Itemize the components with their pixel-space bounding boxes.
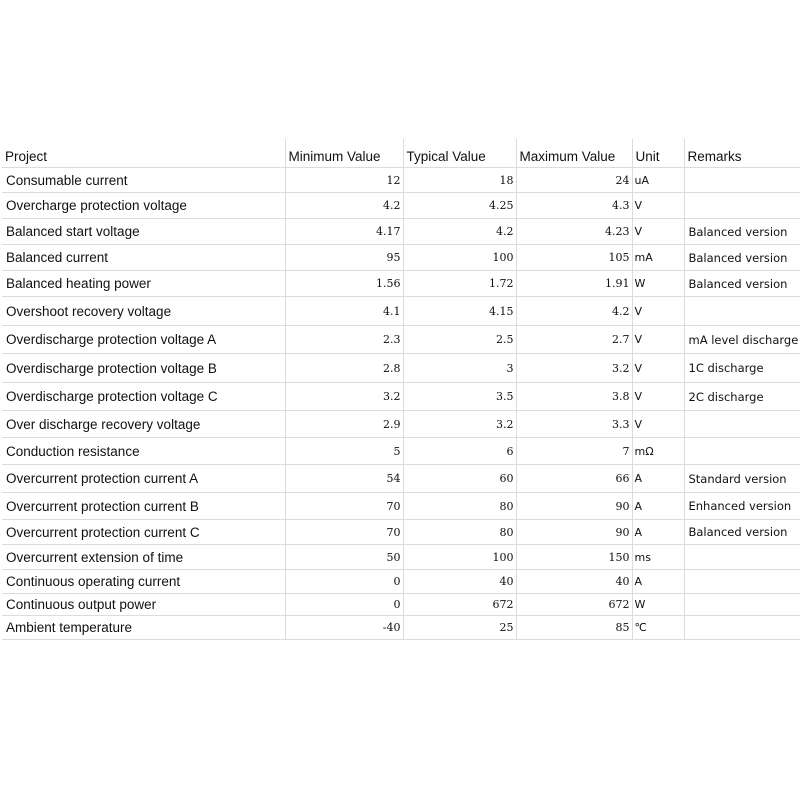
cell-remarks: 2C discharge (684, 383, 800, 411)
cell-typical: 3.2 (403, 411, 516, 438)
cell-project: Overdischarge protection voltage A (2, 326, 285, 354)
cell-project: Overcharge protection voltage (2, 193, 285, 219)
cell-unit: ℃ (632, 616, 684, 640)
table-row (2, 271, 800, 297)
cell-minimum: 70 (285, 493, 403, 520)
cell-unit: V (632, 219, 684, 245)
cell-maximum: 7 (516, 438, 632, 465)
cell-maximum: 24 (516, 168, 632, 193)
cell-minimum: 54 (285, 465, 403, 493)
cell-project: Conduction resistance (2, 438, 285, 465)
cell-project: Overdischarge protection voltage C (2, 383, 285, 411)
cell-remarks (684, 193, 800, 219)
cell-minimum: 1.56 (285, 271, 403, 297)
cell-minimum: 2.9 (285, 411, 403, 438)
cell-maximum: 66 (516, 465, 632, 493)
cell-project: Overcurrent extension of time (2, 545, 285, 570)
cell-typical: 80 (403, 520, 516, 545)
cell-project: Balanced start voltage (2, 219, 285, 245)
cell-maximum: 3.3 (516, 411, 632, 438)
table-row (2, 520, 800, 545)
cell-minimum: 70 (285, 520, 403, 545)
cell-minimum: 2.3 (285, 326, 403, 354)
cell-typical: 2.5 (403, 326, 516, 354)
table-body (2, 168, 800, 640)
cell-minimum: 95 (285, 245, 403, 271)
cell-remarks: Balanced version (684, 245, 800, 271)
cell-project: Overdischarge protection voltage B (2, 354, 285, 383)
cell-project: Continuous output power (2, 594, 285, 616)
cell-unit: W (632, 594, 684, 616)
cell-minimum: 12 (285, 168, 403, 193)
cell-remarks (684, 594, 800, 616)
table-row (2, 219, 800, 245)
cell-project: Overcurrent protection current A (2, 465, 285, 493)
cell-maximum: 1.91 (516, 271, 632, 297)
spec-sheet (2, 139, 800, 640)
cell-unit: W (632, 271, 684, 297)
cell-unit: A (632, 520, 684, 545)
cell-unit: uA (632, 168, 684, 193)
cell-project: Overshoot recovery voltage (2, 297, 285, 326)
cell-remarks (684, 616, 800, 640)
cell-remarks (684, 411, 800, 438)
cell-maximum: 105 (516, 245, 632, 271)
header-minimum-value: Minimum Value (285, 139, 403, 168)
cell-maximum: 90 (516, 520, 632, 545)
cell-remarks: mA level discharge (684, 326, 800, 354)
table-row (2, 493, 800, 520)
cell-maximum: 3.8 (516, 383, 632, 411)
cell-remarks: Balanced version (684, 271, 800, 297)
cell-unit: V (632, 193, 684, 219)
header-maximum-value: Maximum Value (516, 139, 632, 168)
table-row (2, 193, 800, 219)
cell-remarks: Enhanced version (684, 493, 800, 520)
cell-maximum: 150 (516, 545, 632, 570)
table-row (2, 354, 800, 383)
cell-remarks: Standard version (684, 465, 800, 493)
table-row (2, 594, 800, 616)
spec-table (2, 139, 800, 640)
cell-typical: 4.15 (403, 297, 516, 326)
cell-maximum: 4.3 (516, 193, 632, 219)
cell-unit: A (632, 493, 684, 520)
header-unit: Unit (632, 139, 684, 168)
cell-typical: 3 (403, 354, 516, 383)
cell-unit: A (632, 570, 684, 594)
cell-remarks (684, 297, 800, 326)
cell-unit: mΩ (632, 438, 684, 465)
cell-remarks (684, 545, 800, 570)
cell-maximum: 4.23 (516, 219, 632, 245)
cell-remarks: Balanced version (684, 520, 800, 545)
cell-unit: V (632, 411, 684, 438)
cell-remarks: 1C discharge (684, 354, 800, 383)
cell-minimum: 4.17 (285, 219, 403, 245)
cell-typical: 60 (403, 465, 516, 493)
cell-typical: 3.5 (403, 383, 516, 411)
cell-maximum: 4.2 (516, 297, 632, 326)
cell-project: Overcurrent protection current B (2, 493, 285, 520)
table-row (2, 383, 800, 411)
cell-minimum: 0 (285, 570, 403, 594)
cell-project: Over discharge recovery voltage (2, 411, 285, 438)
cell-maximum: 90 (516, 493, 632, 520)
cell-minimum: 5 (285, 438, 403, 465)
cell-maximum: 40 (516, 570, 632, 594)
cell-typical: 100 (403, 545, 516, 570)
cell-minimum: 0 (285, 594, 403, 616)
cell-unit: V (632, 326, 684, 354)
table-row (2, 570, 800, 594)
cell-unit: ms (632, 545, 684, 570)
cell-typical: 6 (403, 438, 516, 465)
table-row (2, 245, 800, 271)
cell-typical: 18 (403, 168, 516, 193)
cell-project: Overcurrent protection current C (2, 520, 285, 545)
cell-remarks (684, 438, 800, 465)
table-row (2, 616, 800, 640)
cell-unit: V (632, 383, 684, 411)
cell-minimum: 50 (285, 545, 403, 570)
cell-project: Ambient temperature (2, 616, 285, 640)
cell-typical: 672 (403, 594, 516, 616)
table-row (2, 326, 800, 354)
cell-project: Consumable current (2, 168, 285, 193)
header-project: Project (2, 139, 285, 168)
cell-unit: V (632, 354, 684, 383)
table-row (2, 168, 800, 193)
header-typical-value: Typical Value (403, 139, 516, 168)
cell-unit: mA (632, 245, 684, 271)
cell-maximum: 672 (516, 594, 632, 616)
cell-typical: 25 (403, 616, 516, 640)
cell-minimum: -40 (285, 616, 403, 640)
cell-maximum: 2.7 (516, 326, 632, 354)
cell-project: Continuous operating current (2, 570, 285, 594)
cell-maximum: 3.2 (516, 354, 632, 383)
header-row (2, 139, 800, 168)
cell-minimum: 2.8 (285, 354, 403, 383)
cell-typical: 4.2 (403, 219, 516, 245)
cell-typical: 40 (403, 570, 516, 594)
table-row (2, 297, 800, 326)
cell-minimum: 3.2 (285, 383, 403, 411)
cell-typical: 4.25 (403, 193, 516, 219)
table-row (2, 411, 800, 438)
cell-unit: A (632, 465, 684, 493)
cell-project: Balanced heating power (2, 271, 285, 297)
cell-project: Balanced current (2, 245, 285, 271)
header-remarks: Remarks (684, 139, 800, 168)
cell-unit: V (632, 297, 684, 326)
cell-maximum: 85 (516, 616, 632, 640)
cell-typical: 1.72 (403, 271, 516, 297)
table-row (2, 438, 800, 465)
cell-remarks (684, 168, 800, 193)
cell-remarks: Balanced version (684, 219, 800, 245)
cell-minimum: 4.2 (285, 193, 403, 219)
cell-minimum: 4.1 (285, 297, 403, 326)
cell-typical: 100 (403, 245, 516, 271)
cell-typical: 80 (403, 493, 516, 520)
table-row (2, 545, 800, 570)
cell-remarks (684, 570, 800, 594)
table-row (2, 465, 800, 493)
